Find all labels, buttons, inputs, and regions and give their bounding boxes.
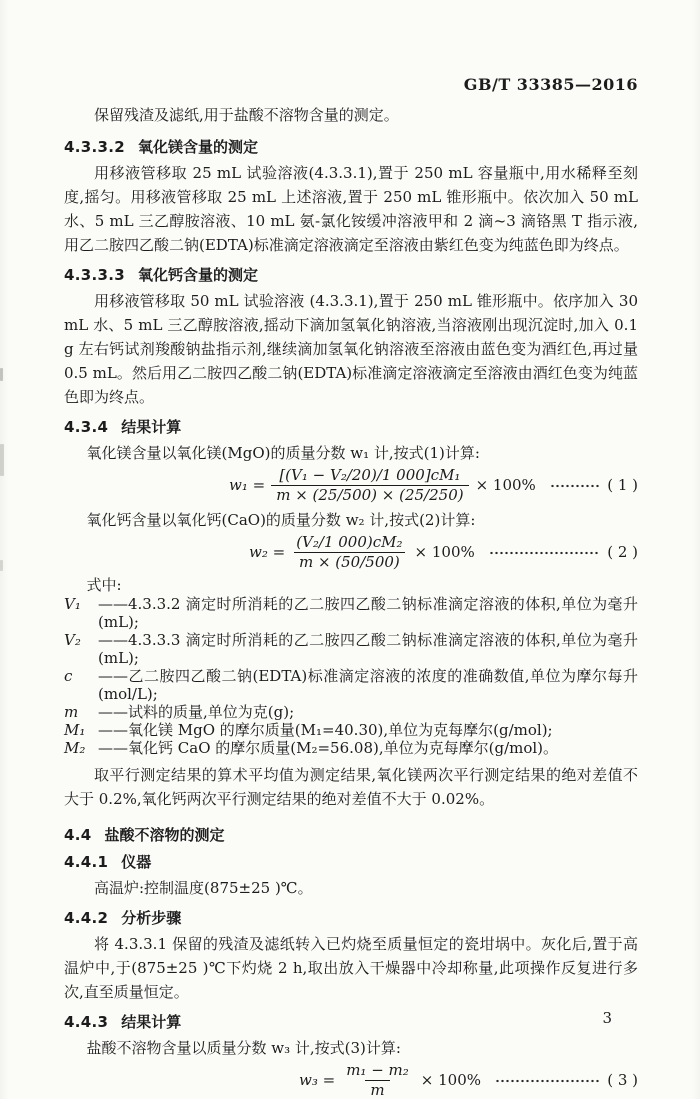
dotted-leader [550,484,599,488]
section-title: 氧化镁含量的测定 [137,138,258,156]
section-heading-4-4-2 [64,910,638,927]
section-title: 仪器 [121,853,152,871]
variable-definitions [64,595,638,757]
equation-1-numerator: [(V₁ − V₂/20)/1 000]cM₁ [279,466,461,484]
section-number: 4.4.2 [64,909,109,927]
equation-2-fraction [291,534,407,571]
definition-desc: ——4.3.3.3 滴定时所消耗的乙二胺四乙酸二钠标准滴定溶液的体积,单位为毫升(mL); [98,631,638,667]
equation-1-denominator: m × (25/500) × (25/250) [271,485,468,504]
definition-term: m [64,703,79,721]
standard-code-header: GB/T 33385—2016 [463,75,638,94]
equation-3 [64,1062,638,1099]
section-title: 氧化钙含量的测定 [137,266,258,284]
section-4-4-2-body: 将 4.3.3.1 保留的残渣及滤纸转入已灼烧至质量恒定的瓷坩埚中。灰化后,置于高温炉中,于(875±25 )℃下灼烧 2 h,取出放入干燥器中冷却称量,此项操作反复进行多次,直至质量恒定。 [64,935,638,1001]
definition-item [64,703,638,721]
section-number: 4.4.3 [64,1013,109,1031]
section-4-3-3-2-body: 用移液管移取 25 mL 试验溶液(4.3.3.1),置于 250 mL 容量瓶中,用水稀释至刻度,摇匀。用移液管移取 25 mL 上述溶液,置于 250 mL 锥形瓶中。依次加入 50 mL 水、5 mL 三乙醇胺溶液、10 mL 氨-氯化铵缓冲溶液甲和 2 滴~3 滴铬黑 T 指示液,用乙二胺四乙酸二钠(EDTA)标准滴定溶液滴定至溶液由紫红色变为纯蓝色即为终点。 [64,164,638,254]
section-number: 4.3.3.3 [64,266,125,284]
equation-1-multiplier: × 100% [475,476,536,494]
equation-2-multiplier: × 100% [414,543,475,561]
section-number: 4.3.4 [64,418,109,436]
scan-artifact [0,444,4,476]
definition-term: M₁ [64,721,86,739]
definition-desc: ——试料的质量,单位为克(g); [98,703,295,721]
where-label: 式中: [86,576,122,594]
equation-3-fraction [341,1062,414,1099]
equation-1-number: ( 1 ) [607,476,638,494]
definition-item [64,595,638,631]
section-title: 结果计算 [121,418,182,436]
equation-1-fraction [271,467,468,504]
equation-3-multiplier: × 100% [420,1071,482,1089]
section-title: 盐酸不溶物的测定 [104,826,225,844]
section-heading-4-4-1 [64,854,638,871]
definition-item [64,739,638,757]
definition-desc: ——4.3.3.2 滴定时所消耗的乙二胺四乙酸二钠标准滴定溶液的体积,单位为毫升(mL); [98,595,638,631]
equation-3-lhs: w₃ = [299,1071,336,1089]
definition-item [64,667,638,703]
definition-term: M₂ [64,739,86,757]
equation-3-intro: 盐酸不溶物含量以质量分数 w₃ 计,按式(3)计算: [86,1039,401,1057]
section-heading-4-4-3 [64,1014,638,1031]
page-number: 3 [602,1009,612,1027]
definition-item [64,631,638,667]
section-title: 结果计算 [121,1013,182,1031]
equation-3-denominator: m [365,1080,389,1099]
equation-3-number: ( 3 ) [607,1071,638,1089]
section-number: 4.4.1 [64,853,109,871]
definition-item [64,721,638,739]
section-number: 4.4 [64,826,92,844]
definition-desc: ——氧化镁 MgO 的摩尔质量(M₁=40.30),单位为克每摩尔(g/mol); [98,721,553,739]
scan-artifact [0,368,3,381]
equation-2 [64,534,638,571]
section-heading-4-3-3-2 [64,139,638,156]
definition-desc: ——乙二胺四乙酸二钠(EDTA)标准滴定溶液的浓度的准确数值,单位为摩尔每升(mol/L); [98,667,638,703]
section-heading-4-3-3-3 [64,267,638,284]
definition-term: V₁ [64,595,81,613]
section-title: 分析步骤 [121,909,182,927]
equation-1-intro: 氧化镁含量以氧化镁(MgO)的质量分数 w₁ 计,按式(1)计算: [86,444,480,462]
intro-paragraph: 保留残渣及滤纸,用于盐酸不溶物含量的测定。 [94,106,399,124]
definition-term: V₂ [64,631,81,649]
definition-desc: ——氧化钙 CaO 的摩尔质量(M₂=56.08),单位为克每摩尔(g/mol)。 [98,739,559,757]
equation-1 [64,467,638,504]
equation-2-denominator: m × (50/500) [294,552,405,571]
section-heading-4-4 [64,827,638,844]
section-number: 4.3.3.2 [64,138,125,156]
section-4-3-3-3-body: 用移液管移取 50 mL 试验溶液 (4.3.3.1),置于 250 mL 锥形瓶中。依序加入 30 mL 水、5 mL 三乙醇胺溶液,摇动下滴加氢氧化钠溶液,当溶液刚出现沉淀时,加入 0.1 g 左右钙试剂羧酸钠盐指示剂,继续滴加氢氧化钠溶液至溶液由蓝色变为酒红色,再过量 0.5 mL。然后用乙二胺四乙酸二钠(EDTA)标准滴定溶液滴定至溶液由酒红色变为纯蓝色即为终点。 [64,292,638,406]
section-heading-4-3-4 [64,419,638,436]
equation-2-number: ( 2 ) [607,543,638,561]
dotted-leader [495,1079,599,1083]
dotted-leader [489,551,599,555]
section-4-4-1-body: 高温炉:控制温度(875±25 )℃。 [94,879,313,897]
equation-2-intro: 氧化钙含量以氧化钙(CaO)的质量分数 w₂ 计,按式(2)计算: [86,511,476,529]
scan-artifact [0,560,3,571]
equation-1-lhs: w₁ = [229,476,266,494]
definition-term: c [64,667,73,685]
equation-3-numerator: m₁ − m₂ [346,1061,409,1079]
precision-paragraph: 取平行测定结果的算术平均值为测定结果,氧化镁两次平行测定结果的绝对差值不大于 0.2%,氧化钙两次平行测定结果的绝对差值不大于 0.02%。 [64,766,638,808]
equation-2-numerator: (V₂/1 000)cM₂ [296,533,403,551]
equation-2-lhs: w₂ = [249,543,286,561]
